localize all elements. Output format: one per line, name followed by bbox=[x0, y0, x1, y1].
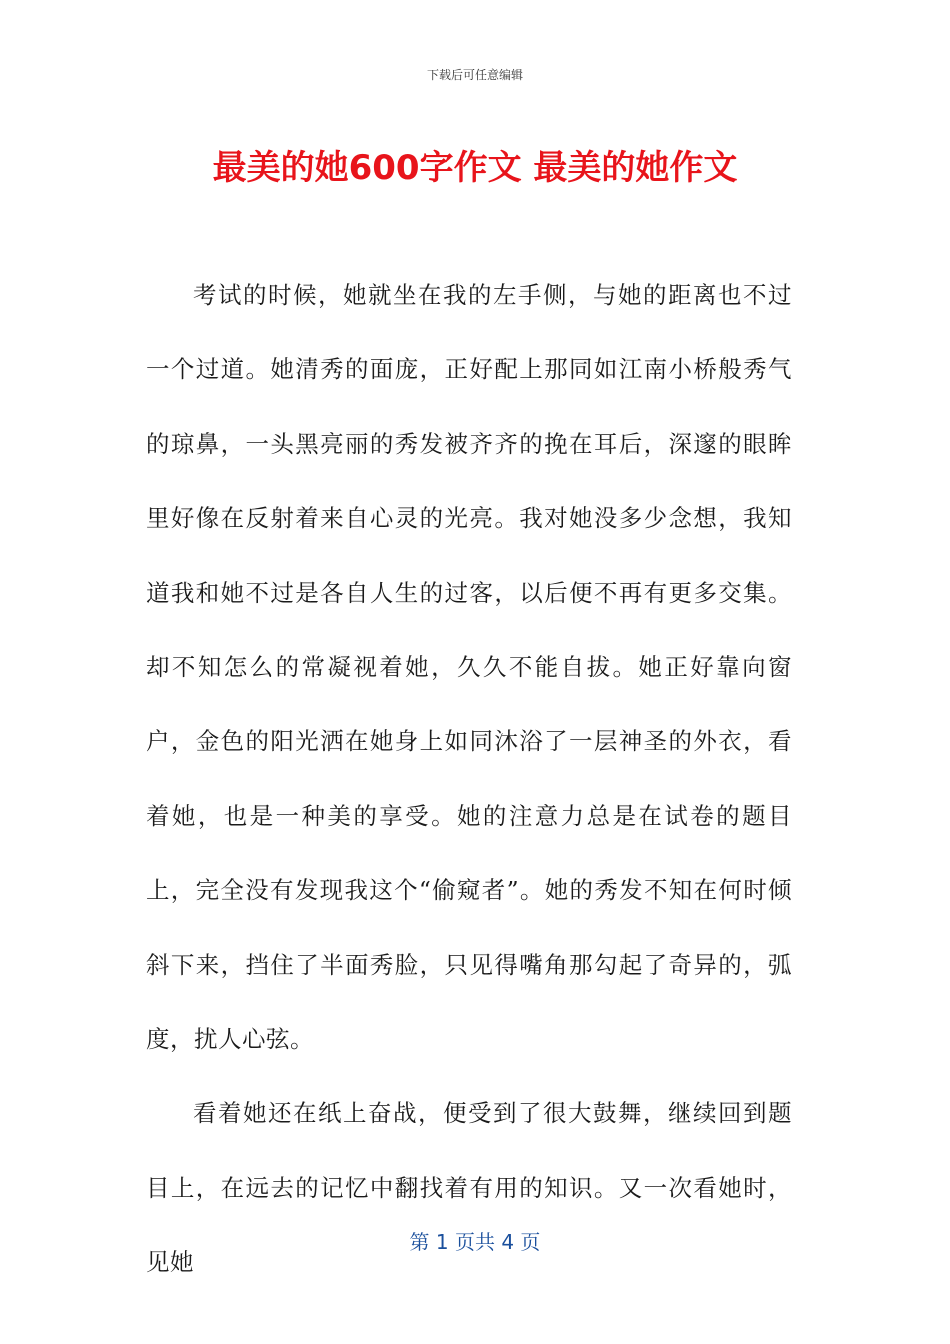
document-body bbox=[146, 258, 792, 1300]
page-number-footer: 第 1 页共 4 页 bbox=[409, 1230, 541, 1254]
header-note: 下载后可任意编辑 bbox=[426, 68, 523, 82]
paragraph-1: 考试的时候，她就坐在我的左手侧，与她的距离也不过一个过道。她清秀的面庞，正好配上那同如江南小桥般秀气的琼鼻，一头黑亮丽的秀发被齐齐的挽在耳后，深邃的眼眸里好像在反射着来自心灵的光亮。我对她没多少念想，我知道我和她不过是各自人生的过客，以后便不再有更多交集。却不知怎么的常凝视着她，久久不能自拔。她正好靠向窗户，金色的阳光洒在她身上如同沐浴了一层神圣的外衣，看着她，也是一种美的享受。她的注意力总是在试卷的题目上，完全没有发现我这个“偷窥者”。她的秀发不知在何时倾斜下来，挡住了半面秀脸，只见得嘴角那勾起了奇异的，弧度，扰人心弦。 bbox=[146, 281, 792, 1054]
document-title: 最美的她600字作文 最美的她作文 bbox=[212, 148, 738, 188]
paragraph-2: 看着她还在纸上奋战，便受到了很大鼓舞，继续回到题目上，在远去的记忆中翻找着有用的知识。又一次看她时，见她 bbox=[146, 1099, 792, 1277]
